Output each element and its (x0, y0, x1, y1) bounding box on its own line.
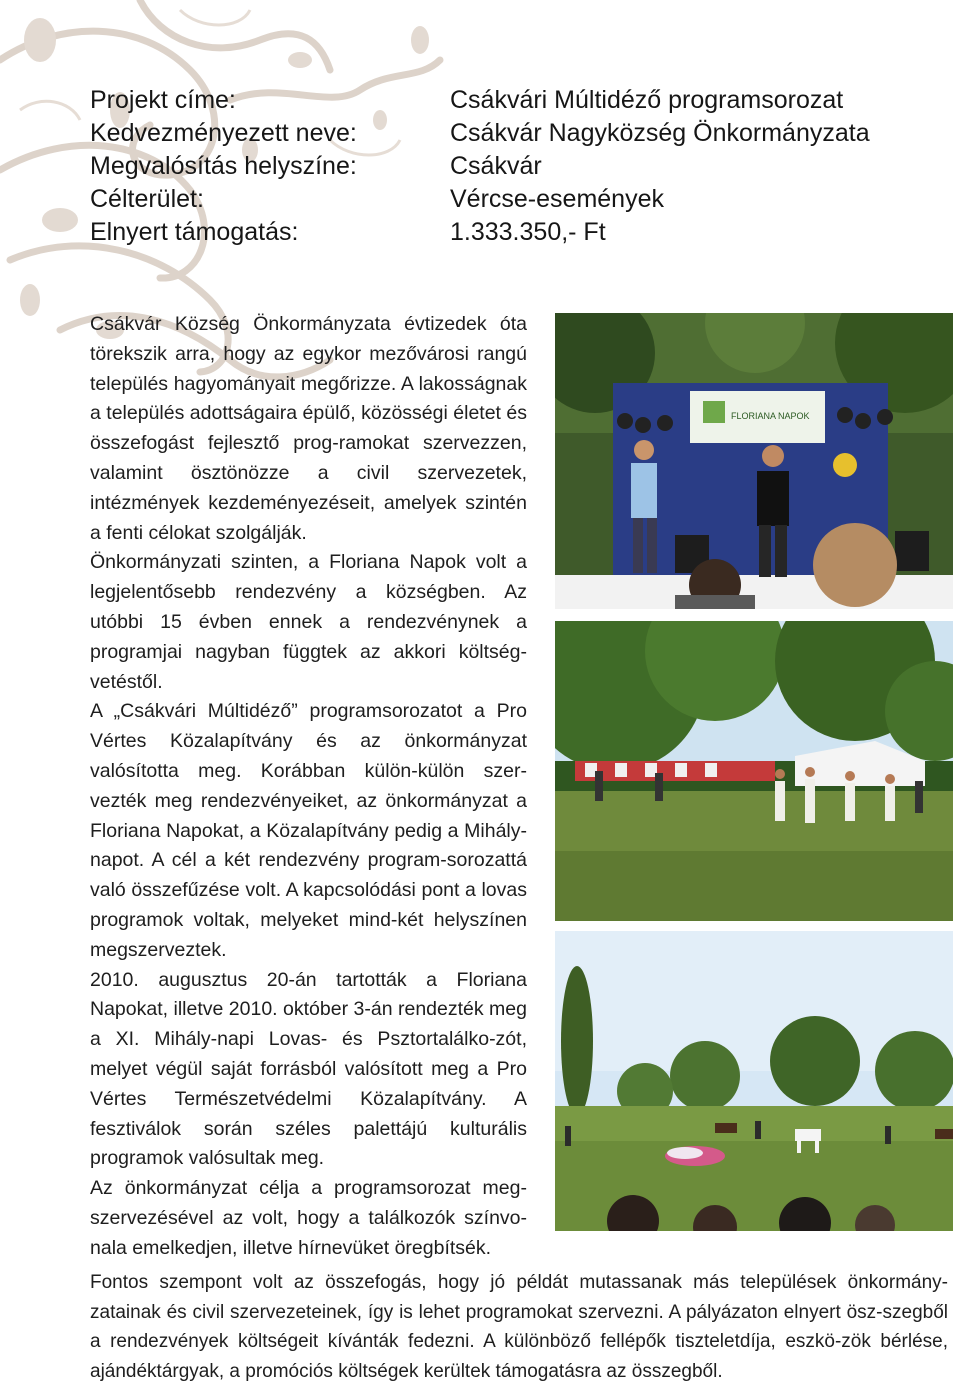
info-row (90, 84, 950, 117)
body-paragraph: 2010. augusztus 20-án tartották a Floriana Napokat, illetve 2010. október 3-án rendezték meg a XI. Mihály-napi Lovas- és Psztortalálko-zót, melyet végül saját forrásból valósított meg a Pro Vértes Természetvédelmi Közalapítvány. A fesztiválok során széles palettájú kulturális programok valósultak meg. (90, 968, 527, 1170)
stage-banner-text: FLORIANA NAPOK (731, 411, 810, 421)
info-value: Vércse-események (450, 185, 664, 213)
body-text-column (90, 310, 527, 1264)
info-value: 1.333.350,- Ft (450, 218, 606, 246)
info-row (90, 150, 950, 183)
info-value: Csákvár Nagyközség Önkormányzata (450, 119, 870, 147)
body-paragraph: Önkormányzati szinten, a Floriana Napok volt a legjelentősebb rendezvény a községben. Az utóbbi 15 évben ennek a rendezvénynek a programjai nagyban függtek az akkori költség-vetéstől. (90, 551, 527, 693)
body-paragraph: Az önkormányzat célja a programsorozat meg-szervezésével az volt, hogy a találkozók színvo-nala emelkedjen, illetve hírnevüket öregbítsék. (90, 1177, 527, 1259)
full-width-paragraph: Fontos szempont volt az összefogás, hogy jó példát mutassanak más települések önkormány-zatainak és civil szervezeteinek, így is lehet programokat szervezni. A pályázaton elnyert ösz-szegből a rendezvények költségeit kívánták fedezni. A különböző fellépők tiszteletdíja, eszkö-zök bérlése, ajándéktárgyak, a promóciós költségek kerültek támogatásra az összegből. (90, 1272, 948, 1382)
stage-performance-photo (555, 313, 953, 609)
body-paragraph: Csákvár Község Önkormányzata évtizedek óta törekszik arra, hogy az egykor mezővárosi rangú település hagyományait megőrizze. A lakosságnak a település adottságaira épülő, közösségi életet és összefogást fejlesztő prog-ramokat szervezzen, valamint ösztönözze a civil szervezetek, intézmények kezdeményezéseit, amelyek szintén a fenti célokat szolgálják. (90, 313, 527, 544)
info-label: Elnyert támogatás: (90, 218, 299, 246)
info-label: Kedvezményezett neve: (90, 119, 357, 147)
info-value: Csákvár (450, 152, 542, 180)
body-paragraph: A „Csákvári Múltidéző” programsorozatot a Pro Vértes Közalapítvány és az önkormányzat valósította meg. Korábban külön-külön szer-vezték meg rendezvényeiket, az önkormányzat a Floriana Napokat, a Közalapítvány pedig a Mihály-napot. A cél a két rendezvény program-sorozattá való összefűzése volt. A kapcsolódási pont a lovas programok voltak, melyeket mind-két helyszínen megszerveztek. (90, 700, 527, 961)
info-label: Megvalósítás helyszíne: (90, 152, 357, 180)
horse-show-field-photo (555, 931, 953, 1231)
project-info-table (90, 84, 950, 249)
info-label: Projekt címe: (90, 86, 236, 114)
full-width-text (90, 1268, 948, 1386)
info-value: Csákvári Múltidéző programsorozat (450, 86, 844, 114)
info-label: Célterület: (90, 185, 204, 213)
info-row (90, 117, 950, 150)
festival-crowd-photo (555, 621, 953, 921)
info-row (90, 216, 950, 249)
info-row (90, 183, 950, 216)
